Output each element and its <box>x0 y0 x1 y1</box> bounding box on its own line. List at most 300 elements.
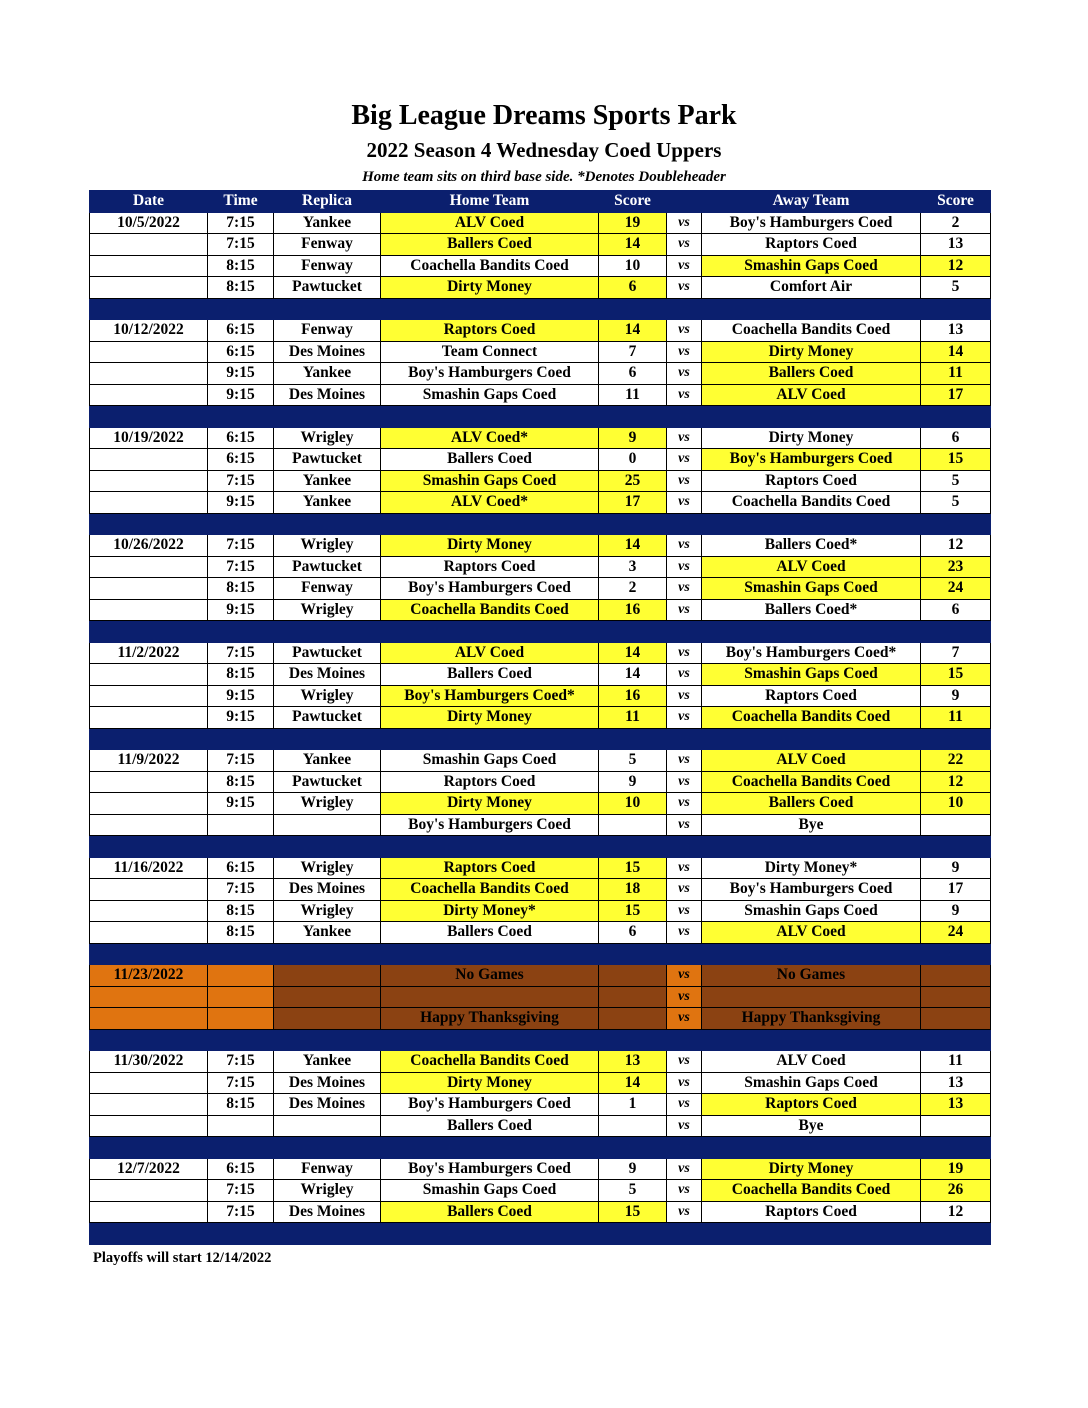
separator-cell <box>381 1029 599 1051</box>
header-note: Home team sits on third base side. *Denotes Doubleheader <box>362 169 726 185</box>
separator-cell <box>90 1137 208 1159</box>
vs-label: vs <box>667 750 702 772</box>
separator-cell <box>667 1137 702 1159</box>
game-date <box>90 1201 208 1223</box>
separator-cell <box>208 513 274 535</box>
game-field: Fenway <box>274 255 381 277</box>
away-team: Raptors Coed <box>702 1201 921 1223</box>
vs-label: vs <box>667 470 702 492</box>
vs-label: vs <box>667 922 702 944</box>
away-team: Coachella Bandits Coed <box>702 1180 921 1202</box>
separator-cell <box>599 298 667 320</box>
game-time: 8:15 <box>208 664 274 686</box>
separator-cell <box>667 1029 702 1051</box>
game-date <box>90 449 208 471</box>
game-time: 8:15 <box>208 578 274 600</box>
away-score: 15 <box>921 449 991 471</box>
game-date <box>90 1115 208 1137</box>
page-subtitle: 2022 Season 4 Wednesday Coed Uppers <box>366 138 722 162</box>
game-date <box>90 384 208 406</box>
game-time: 9:15 <box>208 599 274 621</box>
home-team: Boy's Hamburgers Coed <box>381 363 599 385</box>
game-field: Wrigley <box>274 793 381 815</box>
table-header-row <box>90 191 991 213</box>
col-header-home-team: Home Team <box>381 191 599 213</box>
separator-cell <box>381 298 599 320</box>
separator-cell <box>274 728 381 750</box>
home-score: 5 <box>599 1180 667 1202</box>
separator-cell <box>381 943 599 965</box>
away-team: ALV Coed <box>702 556 921 578</box>
home-score: 1 <box>599 1094 667 1116</box>
separator-cell <box>702 513 921 535</box>
home-team: Boy's Hamburgers Coed <box>381 1158 599 1180</box>
separator-cell <box>702 298 921 320</box>
away-team: ALV Coed <box>702 750 921 772</box>
game-date <box>90 879 208 901</box>
home-score: 7 <box>599 341 667 363</box>
col-header-replica: Replica <box>274 191 381 213</box>
away-score: 9 <box>921 685 991 707</box>
col-header-time: Time <box>208 191 274 213</box>
separator-cell <box>274 1137 381 1159</box>
separator-cell <box>90 621 208 643</box>
home-score: 17 <box>599 492 667 514</box>
game-field: Pawtucket <box>274 277 381 299</box>
away-team: Raptors Coed <box>702 1094 921 1116</box>
separator-cell <box>702 406 921 428</box>
separator-cell <box>90 298 208 320</box>
away-score: 17 <box>921 384 991 406</box>
game-field: Des Moines <box>274 1201 381 1223</box>
home-team: Happy Thanksgiving <box>381 1008 599 1030</box>
away-team: Dirty Money* <box>702 857 921 879</box>
separator-cell <box>208 1223 274 1245</box>
away-score <box>921 814 991 836</box>
away-team: Ballers Coed <box>702 793 921 815</box>
table-row <box>90 535 991 557</box>
away-team: Ballers Coed* <box>702 535 921 557</box>
vs-label: vs <box>667 1072 702 1094</box>
game-field: Des Moines <box>274 384 381 406</box>
away-team: Bye <box>702 1115 921 1137</box>
game-date <box>90 900 208 922</box>
table-row <box>90 1094 991 1116</box>
table-row <box>90 492 991 514</box>
game-date <box>90 556 208 578</box>
game-time <box>208 1115 274 1137</box>
home-team: Dirty Money <box>381 793 599 815</box>
separator-cell <box>667 1223 702 1245</box>
vs-label: vs <box>667 664 702 686</box>
game-date: 11/2/2022 <box>90 642 208 664</box>
away-score <box>921 965 991 987</box>
separator-cell <box>667 621 702 643</box>
away-score: 9 <box>921 900 991 922</box>
game-time: 7:15 <box>208 556 274 578</box>
away-score: 6 <box>921 427 991 449</box>
away-team <box>702 986 921 1008</box>
table-row <box>90 900 991 922</box>
home-score: 16 <box>599 685 667 707</box>
game-field: Pawtucket <box>274 707 381 729</box>
separator-cell <box>599 728 667 750</box>
away-score: 14 <box>921 341 991 363</box>
table-row <box>90 922 991 944</box>
home-team: ALV Coed* <box>381 427 599 449</box>
game-time: 7:15 <box>208 1072 274 1094</box>
game-time: 9:15 <box>208 707 274 729</box>
week-separator <box>90 836 991 858</box>
game-date: 11/23/2022 <box>90 965 208 987</box>
separator-cell <box>921 943 991 965</box>
separator-cell <box>599 621 667 643</box>
separator-cell <box>702 728 921 750</box>
home-score: 14 <box>599 642 667 664</box>
home-team: Ballers Coed <box>381 664 599 686</box>
game-time <box>208 1008 274 1030</box>
home-score: 13 <box>599 1051 667 1073</box>
away-score: 11 <box>921 363 991 385</box>
game-time: 8:15 <box>208 771 274 793</box>
separator-cell <box>90 1223 208 1245</box>
away-team: Raptors Coed <box>702 470 921 492</box>
separator-cell <box>921 406 991 428</box>
game-field: Yankee <box>274 750 381 772</box>
week-separator <box>90 728 991 750</box>
game-date <box>90 685 208 707</box>
game-time: 7:15 <box>208 642 274 664</box>
away-score: 13 <box>921 1072 991 1094</box>
vs-label: vs <box>667 341 702 363</box>
separator-cell <box>208 621 274 643</box>
separator-cell <box>599 836 667 858</box>
game-field: Pawtucket <box>274 556 381 578</box>
away-score <box>921 1008 991 1030</box>
game-date <box>90 1094 208 1116</box>
game-time: 9:15 <box>208 384 274 406</box>
separator-cell <box>702 836 921 858</box>
schedule-table <box>89 190 991 1245</box>
game-field: Wrigley <box>274 599 381 621</box>
home-team: Dirty Money <box>381 535 599 557</box>
table-row <box>90 320 991 342</box>
home-score: 11 <box>599 707 667 729</box>
game-field <box>274 1008 381 1030</box>
away-team: Coachella Bandits Coed <box>702 771 921 793</box>
vs-label: vs <box>667 1201 702 1223</box>
col-header-date: Date <box>90 191 208 213</box>
week-separator <box>90 513 991 535</box>
table-row <box>90 384 991 406</box>
vs-label: vs <box>667 234 702 256</box>
game-time: 6:15 <box>208 857 274 879</box>
game-field: Des Moines <box>274 1094 381 1116</box>
game-date <box>90 771 208 793</box>
separator-cell <box>381 621 599 643</box>
separator-cell <box>921 836 991 858</box>
home-team: Boy's Hamburgers Coed <box>381 578 599 600</box>
table-row <box>90 814 991 836</box>
away-team: Happy Thanksgiving <box>702 1008 921 1030</box>
game-date <box>90 922 208 944</box>
away-team: Coachella Bandits Coed <box>702 320 921 342</box>
game-field: Des Moines <box>274 664 381 686</box>
home-score: 5 <box>599 750 667 772</box>
game-field <box>274 965 381 987</box>
week-separator <box>90 1137 991 1159</box>
away-score: 22 <box>921 750 991 772</box>
separator-cell <box>921 1137 991 1159</box>
table-row <box>90 470 991 492</box>
home-team: ALV Coed <box>381 212 599 234</box>
separator-cell <box>208 943 274 965</box>
game-field: Pawtucket <box>274 642 381 664</box>
away-team: Boy's Hamburgers Coed <box>702 212 921 234</box>
home-team: Raptors Coed <box>381 771 599 793</box>
separator-cell <box>381 1223 599 1245</box>
separator-cell <box>90 1029 208 1051</box>
table-row <box>90 1072 991 1094</box>
separator-cell <box>667 836 702 858</box>
separator-cell <box>90 406 208 428</box>
home-team: Boy's Hamburgers Coed <box>381 814 599 836</box>
home-team: Dirty Money* <box>381 900 599 922</box>
week-separator <box>90 1223 991 1245</box>
separator-cell <box>208 406 274 428</box>
separator-cell <box>599 1029 667 1051</box>
week-separator <box>90 621 991 643</box>
home-score: 6 <box>599 277 667 299</box>
vs-label: vs <box>667 1115 702 1137</box>
table-row <box>90 685 991 707</box>
home-team: Team Connect <box>381 341 599 363</box>
game-date <box>90 814 208 836</box>
home-score: 14 <box>599 535 667 557</box>
game-time: 7:15 <box>208 1051 274 1073</box>
game-date <box>90 793 208 815</box>
table-row <box>90 255 991 277</box>
game-field: Yankee <box>274 212 381 234</box>
table-row <box>90 771 991 793</box>
game-field: Wrigley <box>274 427 381 449</box>
home-score: 19 <box>599 212 667 234</box>
col-header-home-score: Score <box>599 191 667 213</box>
away-team: Ballers Coed <box>702 363 921 385</box>
table-row <box>90 1115 991 1137</box>
game-field: Fenway <box>274 1158 381 1180</box>
col-header-away-team: Away Team <box>702 191 921 213</box>
game-date: 11/30/2022 <box>90 1051 208 1073</box>
home-team <box>381 986 599 1008</box>
vs-label: vs <box>667 771 702 793</box>
game-time: 7:15 <box>208 212 274 234</box>
separator-cell <box>702 1137 921 1159</box>
table-row <box>90 1158 991 1180</box>
vs-label: vs <box>667 642 702 664</box>
game-time: 7:15 <box>208 470 274 492</box>
week-separator <box>90 943 991 965</box>
away-team: Smashin Gaps Coed <box>702 664 921 686</box>
home-score: 0 <box>599 449 667 471</box>
away-team: ALV Coed <box>702 922 921 944</box>
away-team: Coachella Bandits Coed <box>702 492 921 514</box>
separator-cell <box>921 728 991 750</box>
away-score: 10 <box>921 793 991 815</box>
away-team: Dirty Money <box>702 1158 921 1180</box>
vs-label: vs <box>667 1051 702 1073</box>
away-score: 5 <box>921 470 991 492</box>
vs-label: vs <box>667 857 702 879</box>
vs-label: vs <box>667 793 702 815</box>
separator-cell <box>274 513 381 535</box>
home-team: Raptors Coed <box>381 320 599 342</box>
table-row <box>90 212 991 234</box>
game-time: 7:15 <box>208 1180 274 1202</box>
home-score: 14 <box>599 1072 667 1094</box>
home-team: Ballers Coed <box>381 922 599 944</box>
away-team: Raptors Coed <box>702 685 921 707</box>
vs-label: vs <box>667 1180 702 1202</box>
away-score: 12 <box>921 1201 991 1223</box>
table-row <box>90 1051 991 1073</box>
game-time: 8:15 <box>208 277 274 299</box>
away-team: No Games <box>702 965 921 987</box>
game-field: Wrigley <box>274 1180 381 1202</box>
separator-cell <box>599 513 667 535</box>
game-field: Wrigley <box>274 857 381 879</box>
separator-cell <box>702 1223 921 1245</box>
vs-label: vs <box>667 427 702 449</box>
table-row <box>90 664 991 686</box>
away-score: 24 <box>921 922 991 944</box>
separator-cell <box>381 1137 599 1159</box>
home-team: Coachella Bandits Coed <box>381 599 599 621</box>
home-score <box>599 986 667 1008</box>
separator-cell <box>667 943 702 965</box>
table-row <box>90 793 991 815</box>
away-score: 5 <box>921 492 991 514</box>
vs-label: vs <box>667 879 702 901</box>
away-score <box>921 986 991 1008</box>
away-team: Ballers Coed* <box>702 599 921 621</box>
table-row <box>90 879 991 901</box>
separator-cell <box>208 1029 274 1051</box>
away-score: 6 <box>921 599 991 621</box>
home-score: 9 <box>599 771 667 793</box>
table-row <box>90 234 991 256</box>
separator-cell <box>274 836 381 858</box>
vs-label: vs <box>667 578 702 600</box>
game-field: Des Moines <box>274 879 381 901</box>
separator-cell <box>599 1137 667 1159</box>
vs-label: vs <box>667 599 702 621</box>
home-score: 10 <box>599 255 667 277</box>
col-header-away-score: Score <box>921 191 991 213</box>
away-score: 12 <box>921 535 991 557</box>
away-score: 2 <box>921 212 991 234</box>
game-field <box>274 1115 381 1137</box>
table-row <box>90 449 991 471</box>
game-field: Fenway <box>274 234 381 256</box>
vs-label: vs <box>667 449 702 471</box>
vs-label: vs <box>667 556 702 578</box>
game-field <box>274 986 381 1008</box>
separator-cell <box>381 728 599 750</box>
home-score: 3 <box>599 556 667 578</box>
home-team: No Games <box>381 965 599 987</box>
home-team: Raptors Coed <box>381 857 599 879</box>
game-date <box>90 1008 208 1030</box>
vs-label: vs <box>667 277 702 299</box>
home-team: Ballers Coed <box>381 1201 599 1223</box>
vs-label: vs <box>667 1158 702 1180</box>
game-time: 9:15 <box>208 492 274 514</box>
separator-cell <box>921 621 991 643</box>
home-team: Ballers Coed <box>381 449 599 471</box>
game-field: Yankee <box>274 470 381 492</box>
vs-label: vs <box>667 320 702 342</box>
week-separator <box>90 1029 991 1051</box>
game-field: Wrigley <box>274 900 381 922</box>
separator-cell <box>667 406 702 428</box>
game-time <box>208 986 274 1008</box>
away-score: 12 <box>921 771 991 793</box>
game-field: Yankee <box>274 363 381 385</box>
game-time: 9:15 <box>208 793 274 815</box>
game-time: 8:15 <box>208 922 274 944</box>
home-score <box>599 814 667 836</box>
vs-label: vs <box>667 814 702 836</box>
game-time: 9:15 <box>208 685 274 707</box>
game-time: 7:15 <box>208 750 274 772</box>
table-row <box>90 341 991 363</box>
home-score: 18 <box>599 879 667 901</box>
separator-cell <box>381 836 599 858</box>
separator-cell <box>274 1029 381 1051</box>
game-time: 6:15 <box>208 427 274 449</box>
separator-cell <box>702 943 921 965</box>
separator-cell <box>208 298 274 320</box>
separator-cell <box>599 406 667 428</box>
table-row <box>90 707 991 729</box>
game-date <box>90 255 208 277</box>
separator-cell <box>90 943 208 965</box>
vs-label: vs <box>667 492 702 514</box>
game-field: Yankee <box>274 492 381 514</box>
game-time: 6:15 <box>208 320 274 342</box>
home-team: Smashin Gaps Coed <box>381 750 599 772</box>
separator-cell <box>381 513 599 535</box>
game-time: 9:15 <box>208 363 274 385</box>
home-team: Smashin Gaps Coed <box>381 384 599 406</box>
home-score: 14 <box>599 664 667 686</box>
away-score: 17 <box>921 879 991 901</box>
game-field: Des Moines <box>274 1072 381 1094</box>
game-time: 6:15 <box>208 1158 274 1180</box>
week-separator <box>90 406 991 428</box>
home-team: Ballers Coed <box>381 1115 599 1137</box>
separator-cell <box>702 1029 921 1051</box>
game-date <box>90 986 208 1008</box>
away-score: 19 <box>921 1158 991 1180</box>
table-row <box>90 599 991 621</box>
home-score: 14 <box>599 234 667 256</box>
home-score: 6 <box>599 922 667 944</box>
game-date <box>90 599 208 621</box>
separator-cell <box>274 621 381 643</box>
game-field: Pawtucket <box>274 449 381 471</box>
